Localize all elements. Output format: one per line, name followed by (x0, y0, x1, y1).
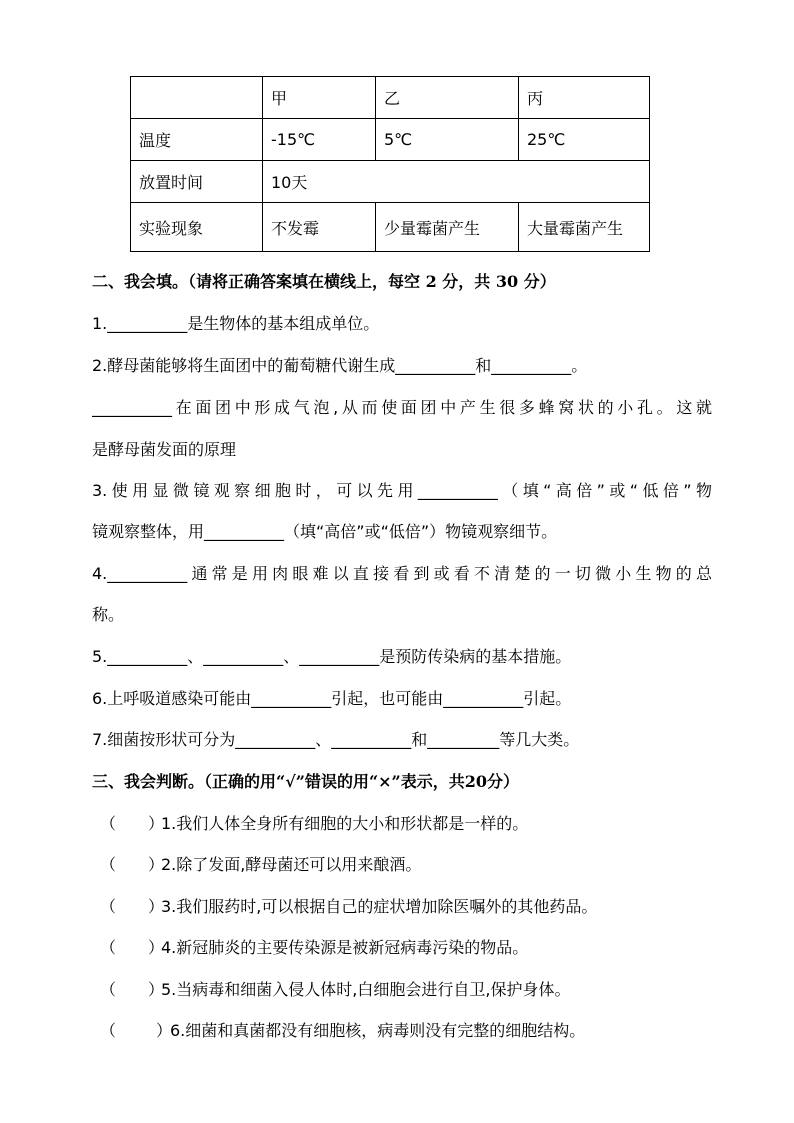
section-2-heading (92, 270, 712, 294)
judgement-text: 6.细菌和真菌都没有细胞核，病毒则没有完整的细胞结构。 (170, 1021, 586, 1040)
table-row (131, 161, 650, 203)
section-2-note: （请将正确答案填在横线上，每空 2 分，共 30 分） (188, 272, 556, 291)
table-cell: 不发霉 (263, 203, 376, 252)
fill-question-line: 称。 (92, 605, 125, 624)
table-header-cell: 乙 (376, 77, 519, 119)
table-row (131, 203, 650, 252)
fill-question-line: 3.使用显微镜观察细胞时，可以先用__________（填“高倍”或“低倍”物 (92, 481, 712, 500)
row-label: 实验现象 (131, 203, 263, 252)
table-cell: 大量霉菌产生 (519, 203, 650, 252)
section-3-heading (92, 770, 712, 794)
row-label: 放置时间 (131, 161, 263, 203)
table-cell: 10天 (263, 161, 650, 203)
table-cell: 少量霉菌产生 (376, 203, 519, 252)
fill-question-line: 2.酵母菌能够将生面团中的葡萄糖代谢生成__________和__________。 (92, 356, 588, 375)
fill-question-line: 镜观察整体，用__________（填“高倍”或“低倍”）物镜观察细节。 (92, 522, 558, 541)
table-cell: 5℃ (376, 119, 519, 161)
table-header-cell: 丙 (519, 77, 650, 119)
answer-blank[interactable]: （ ） (100, 980, 164, 999)
fill-question-line: 5.__________、__________、__________是预防传染病的基本措施。 (92, 647, 572, 666)
judgement-text: 4.新冠肺炎的主要传染源是被新冠病毒污染的物品。 (161, 938, 529, 957)
fill-question-line: 是酵母菌发面的原理 (92, 440, 237, 459)
section-3-note: （正确的用“√”错误的用“×”表示，共20分） (204, 772, 520, 791)
answer-blank[interactable]: （ ） (100, 814, 164, 833)
answer-blank[interactable]: （ ） (100, 897, 164, 916)
judgement-text: 5.当病毒和细菌入侵人体时,白细胞会进行自卫,保护身体。 (161, 980, 571, 999)
fill-question-line: 6.上呼吸道感染可能由__________引起，也可能由__________引起。 (92, 689, 572, 708)
table-cell: 25℃ (519, 119, 650, 161)
experiment-table (130, 76, 650, 252)
table-header-row (131, 77, 650, 119)
judgement-text: 2.除了发面,酵母菌还可以用来酿酒。 (161, 855, 422, 874)
fill-question-line: 4.__________通常是用肉眼难以直接看到或看不清楚的一切微小生物的总 (92, 564, 712, 583)
section-2-title: 二、我会填。 (92, 272, 189, 291)
table-header-cell: 甲 (263, 77, 376, 119)
table-row (131, 119, 650, 161)
fill-question-line: 7.细菌按形状可分为__________、__________和_________等几大类。 (92, 730, 580, 749)
judgement-text: 1.我们人体全身所有细胞的大小和形状都是一样的。 (161, 814, 529, 833)
table-cell: -15℃ (263, 119, 376, 161)
answer-blank[interactable]: （ ） (100, 855, 164, 874)
answer-blank[interactable]: （ ） (100, 1021, 172, 1040)
row-label: 温度 (131, 119, 263, 161)
judgement-text: 3.我们服药时,可以根据自己的症状增加除医嘱外的其他药品。 (161, 897, 598, 916)
fill-question-line: 1.__________是生物体的基本组成单位。 (92, 314, 380, 333)
section-3-title: 三、我会判断。 (92, 772, 205, 791)
answer-blank[interactable]: （ ） (100, 938, 164, 957)
table-header-cell (131, 77, 263, 119)
fill-question-line: __________在面团中形成气泡,从而使面团中产生很多蜂窝状的小孔。这就 (92, 398, 712, 417)
